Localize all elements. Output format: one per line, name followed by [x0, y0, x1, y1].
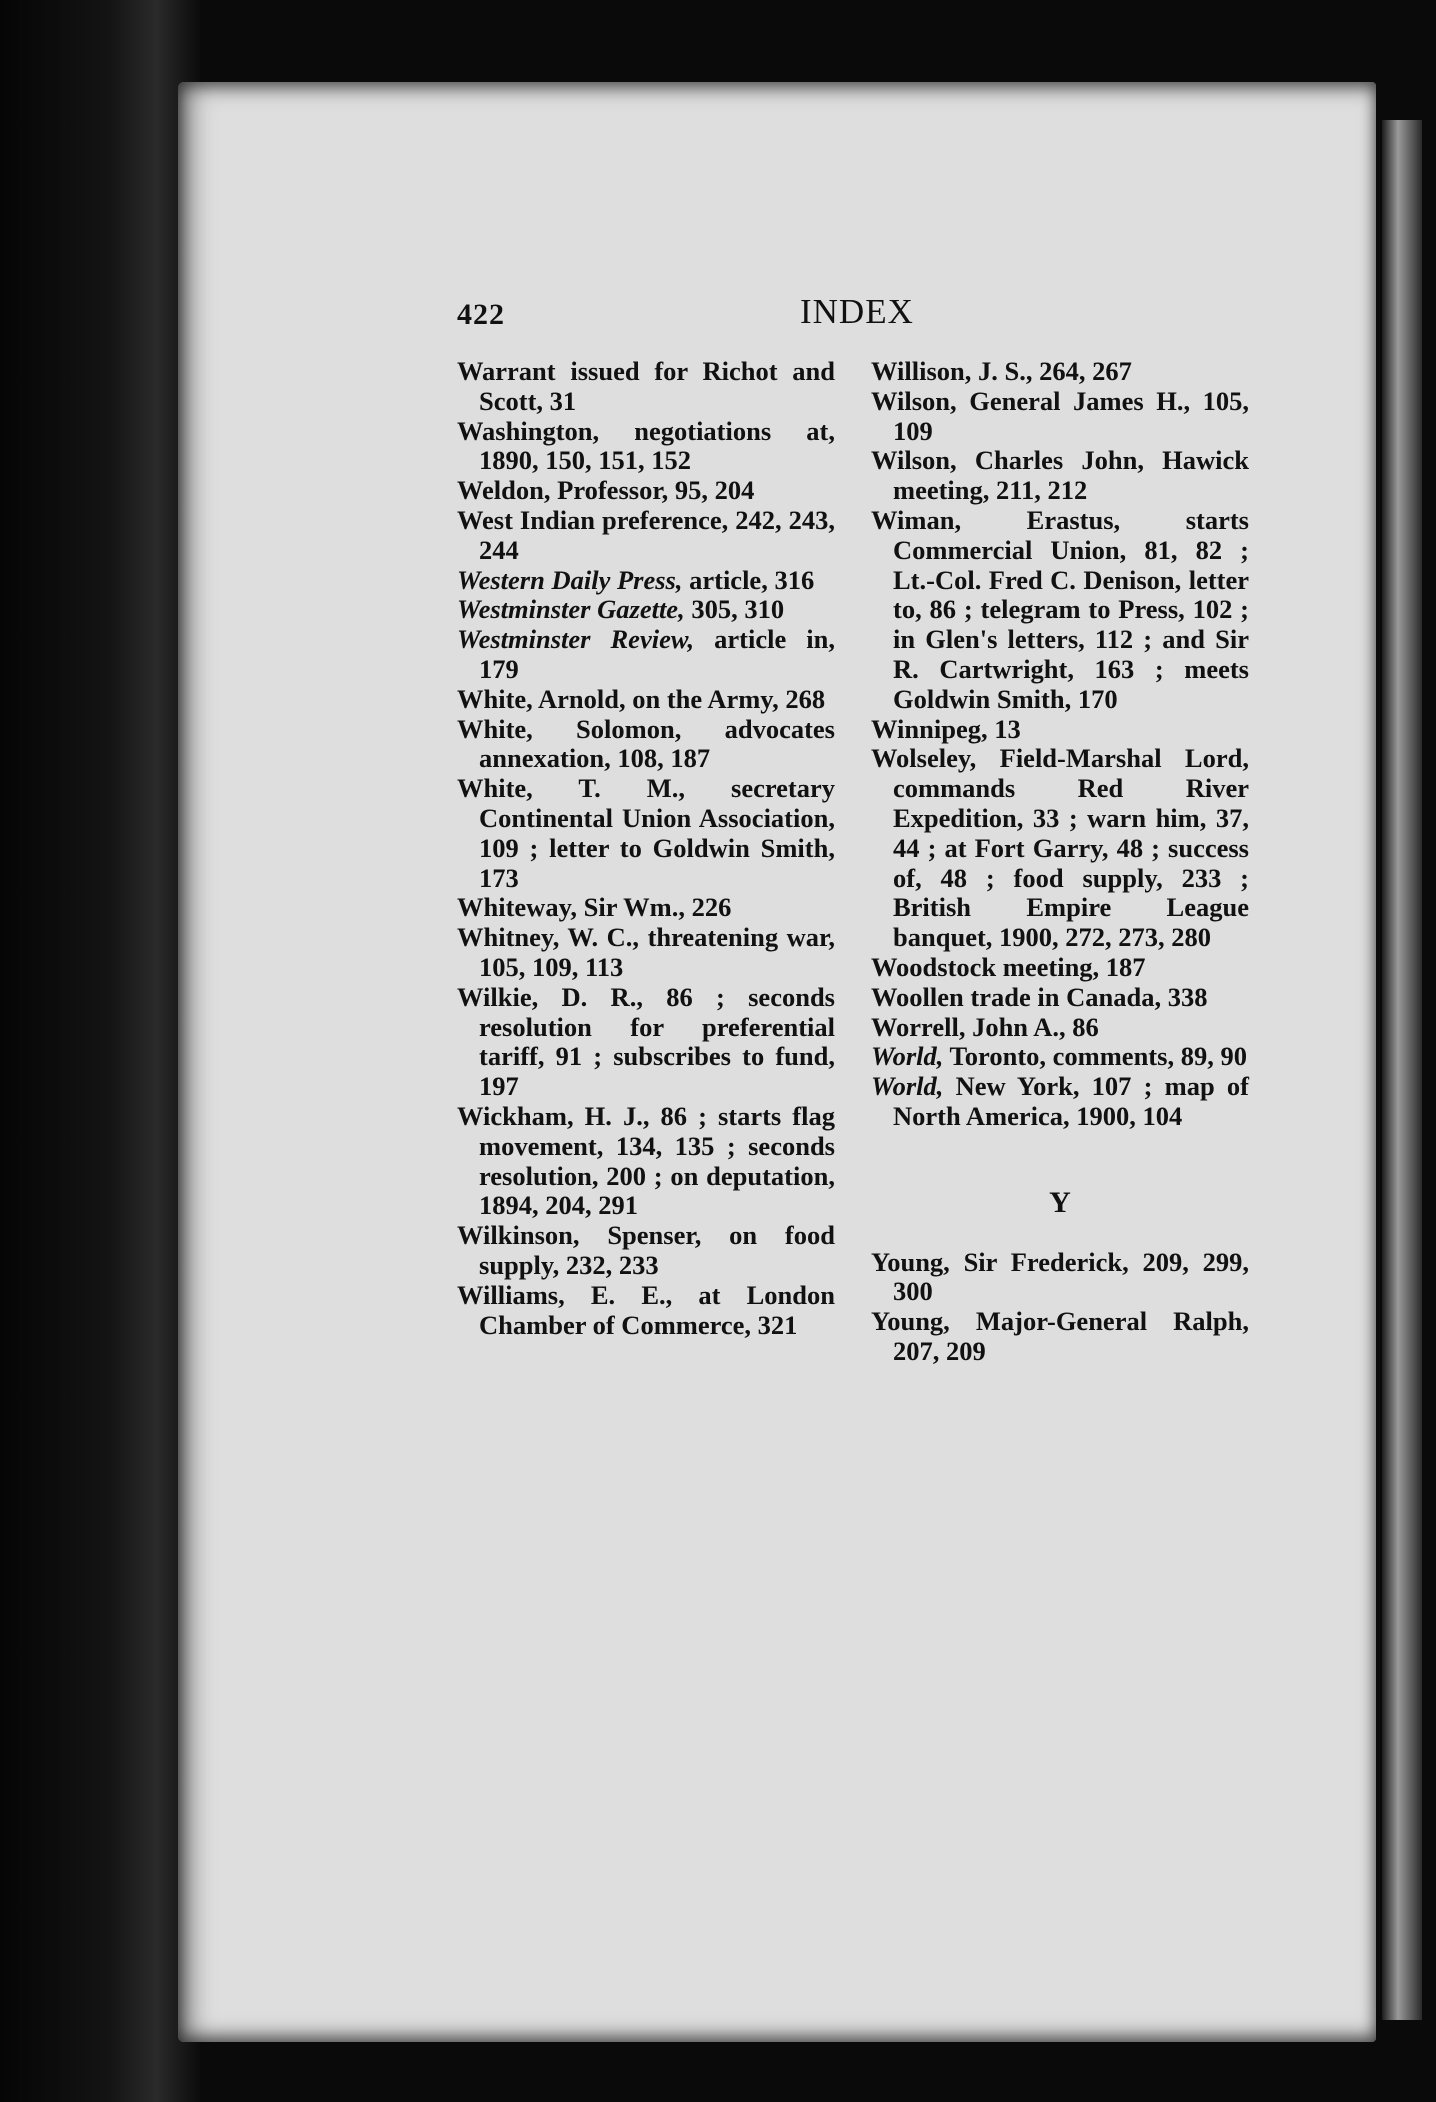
index-entry: White, T. M., secretary Continental Union Association, 109 ; letter to Goldwin Smith, 173: [457, 773, 835, 893]
index-entry: Washington, negotiations at, 1890, 150, 151, 152: [457, 415, 835, 476]
index-entry: Wilson, Charles John, Hawick meeting, 211, 212: [871, 445, 1249, 506]
index-entry: Williams, E. E., at London Chamber of Commerce, 321: [457, 1279, 835, 1340]
index-entry: Wilkie, D. R., 86 ; seconds resolution for preferential tariff, 91 ; subscribes to fund, 197: [457, 981, 835, 1102]
running-head: INDEX: [800, 292, 914, 331]
index-entry: Young, Major-General Ralph, 207, 209: [871, 1306, 1249, 1366]
index-entry: Wickham, H. J., 86 ; starts flag movement, 134, 135 ; seconds resolution, 200 ; on deputation, 1894, 204, 291: [457, 1100, 835, 1221]
index-entry: White, Solomon, advocates annexation, 108, 187: [457, 713, 835, 774]
book-spine-shadow: [0, 0, 200, 2102]
index-entry: Wolseley, Field-Marshal Lord, commands Red River Expedition, 33 ; warn him, 37, 44 ; at Fort Garry, 48 ; success of, 48 ; food supply, 233 ; British Empire League banquet, 1900, 272, 273, 280: [871, 743, 1249, 953]
index-entry: West Indian preference, 242, 243, 244: [457, 504, 835, 565]
section-letter-y: Y: [1049, 1185, 1071, 1219]
index-column-right: [871, 357, 1249, 1367]
index-entry: Wilson, General James H., 105, 109: [871, 385, 1249, 446]
index-entry: Woodstock meeting, 187: [871, 951, 1146, 982]
page-number: 422: [457, 298, 505, 331]
index-entry: Westminster Review, article in, 179: [457, 624, 835, 684]
index-entry: Worrell, John A., 86: [871, 1011, 1099, 1042]
index-entry: White, Arnold, on the Army, 268: [457, 683, 826, 714]
index-entry: World, Toronto, comments, 89, 90: [871, 1041, 1247, 1072]
index-entry: Willison, J. S., 264, 267: [871, 356, 1132, 386]
index-entry: Young, Sir Frederick, 209, 299, 300: [871, 1246, 1249, 1307]
index-entry: Westminster Gazette, 305, 310: [457, 594, 785, 625]
index-entry: Winnipeg, 13: [871, 713, 1021, 744]
index-entry: Woollen trade in Canada, 338: [871, 981, 1208, 1012]
index-entry: Weldon, Professor, 95, 204: [457, 475, 755, 506]
index-entry: Wilkinson, Spenser, on food supply, 232, 233: [457, 1220, 835, 1280]
index-entry: Wiman, Erastus, starts Commercial Union, 81, 82 ; Lt.-Col. Fred C. Denison, letter to, 86 ; telegram to Press, 102 ; in Glen's letters, 112 ; and Sir R. Cartwright, 163 ; meets Goldwin Smith, 170: [871, 504, 1249, 714]
index-entry: Whiteway, Sir Wm., 226: [457, 892, 732, 923]
next-page-edge: [1382, 120, 1422, 2020]
index-entry: Warrant issued for Richot and Scott, 31: [457, 356, 835, 416]
index-column-left: [457, 357, 835, 1340]
index-entry: Whitney, W. C., threatening war, 105, 109, 113: [457, 922, 835, 982]
index-entry: World, New York, 107 ; map of North America, 1900, 104: [871, 1071, 1249, 1131]
index-entry: Western Daily Press, article, 316: [457, 564, 815, 595]
